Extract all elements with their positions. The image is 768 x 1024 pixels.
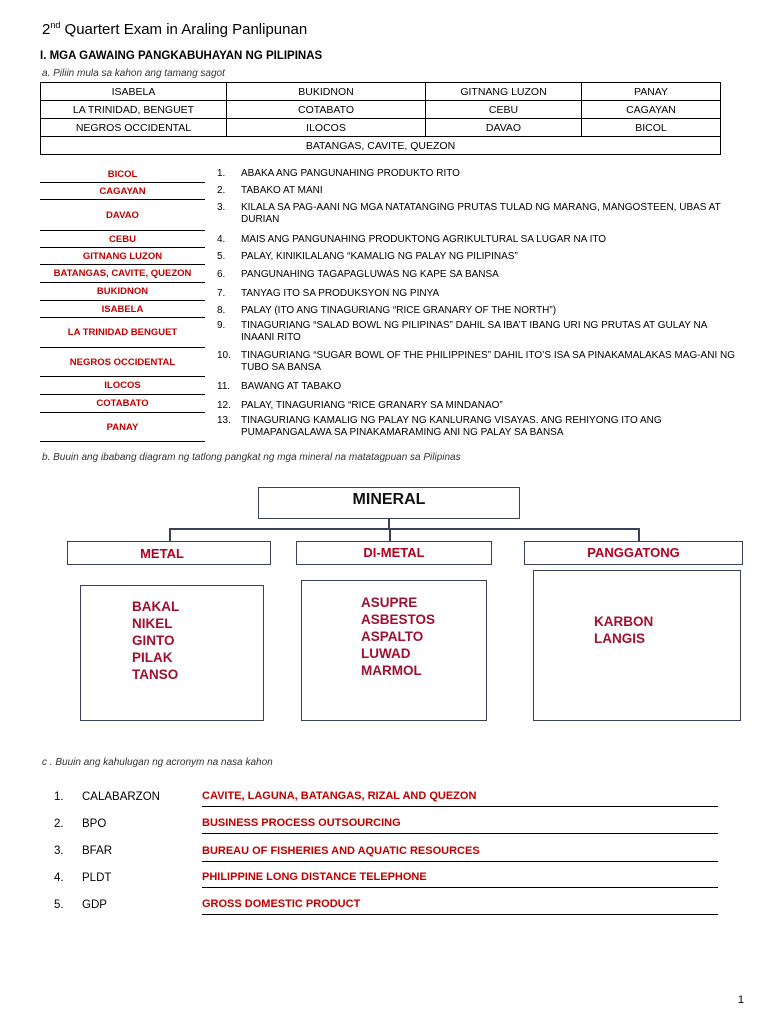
choice-cell: BATANGAS, CAVITE, QUEZON	[41, 137, 721, 155]
mineral-root-label: MINERAL	[352, 491, 426, 508]
choice-cell: PANAY	[582, 83, 721, 101]
answer-7: BUKIDNON	[40, 283, 205, 301]
answer-2: CAGAYAN	[40, 183, 205, 200]
choice-cell: GITNANG LUZON	[426, 83, 582, 101]
question-3: 3. KILALA SA PAG-AANI NG MGA NATATANGING PRUTAS TULAD NG MARANG, MANGOSTEEN, UBAS AT DURIAN	[217, 202, 721, 225]
question-2: 2. TABAKO AT MANI	[217, 185, 323, 196]
answer-3: DAVAO	[40, 200, 205, 231]
choice-cell: BUKIDNON	[227, 83, 426, 101]
dimetal-items-list	[361, 594, 435, 679]
section-heading: I. MGA GAWAING PANGKABUHAYAN NG PILIPINAS	[40, 50, 323, 62]
acronym-number: 4.	[54, 872, 64, 884]
answer-12: COTABATO	[40, 395, 205, 413]
metal-header-label: METAL	[140, 546, 184, 561]
answer-6: BATANGAS, CAVITE, QUEZON	[40, 265, 205, 283]
choice-cell: LA TRINIDAD, BENGUET	[41, 101, 227, 119]
list-item: ASUPRE	[361, 595, 418, 610]
list-item: GINTO	[132, 633, 175, 648]
list-item: LANGIS	[594, 631, 646, 646]
list-item: MARMOL	[361, 663, 422, 678]
choice-cell: NEGROS OCCIDENTAL	[41, 119, 227, 137]
choice-cell: ILOCOS	[227, 119, 426, 137]
answer-8: ISABELA	[40, 301, 205, 318]
question-5: 5. PALAY, KINIKILALANG “KAMALIG NG PALAY NG PILIPINAS”	[217, 251, 518, 262]
question-6: 6. PANGUNAHING TAGAPAGLUWAS NG KAPE SA BANSA	[217, 269, 499, 280]
dimetal-header-label: DI-METAL	[363, 545, 425, 560]
panggatong-items-list	[594, 613, 653, 647]
page-number: 1	[737, 994, 744, 1006]
acronym-term: PLDT	[82, 872, 112, 884]
list-item: NIKEL	[132, 616, 173, 631]
acronym-answer: PHILIPPINE LONG DISTANCE TELEPHONE	[202, 871, 718, 888]
list-item: ASPALTO	[361, 629, 424, 644]
choice-cell: DAVAO	[426, 119, 582, 137]
choice-cell: ISABELA	[41, 83, 227, 101]
question-10: 10. TINAGURIANG “SUGAR BOWL OF THE PHILIPPINES” DAHIL ITO’S ISA SA PINAKAMALAKAS MAG-ANI NG TUBO SA BANSA	[217, 350, 735, 373]
question-13: 13. TINAGURIANG KAMALIG NG PALAY NG KANLURANG VISAYAS. ANG REHIYONG ITO ANG PUMAPANGALAWA SA PINAKAMARAMING ANI NG PALAY SA BANSA	[217, 415, 662, 438]
acronym-answer: BUSINESS PROCESS OUTSOURCING	[202, 817, 718, 834]
table-row	[41, 101, 721, 119]
answer-13: PANAY	[40, 413, 205, 442]
answer-1: BICOL	[40, 166, 205, 183]
choice-cell: CEBU	[426, 101, 582, 119]
list-item: LUWAD	[361, 646, 411, 661]
instruction-b: b. Buuin ang ibabang diagram ng tatlong pangkat ng mga mineral na matatagpuan sa Pilipinas	[42, 452, 461, 463]
choice-cell: COTABATO	[227, 101, 426, 119]
question-8: 8. PALAY (ITO ANG TINAGURIANG “RICE GRANARY OF THE NORTH”)	[217, 305, 557, 316]
choices-table	[40, 82, 721, 155]
choice-cell: BICOL	[582, 119, 721, 137]
list-item: PILAK	[132, 650, 173, 665]
acronym-number: 1.	[54, 791, 64, 803]
acronym-number: 5.	[54, 899, 64, 911]
table-row	[41, 119, 721, 137]
list-item: TANSO	[132, 667, 179, 682]
list-item: ASBESTOS	[361, 612, 436, 627]
acronym-answer: GROSS DOMESTIC PRODUCT	[202, 898, 718, 915]
connector-line	[638, 528, 640, 541]
acronym-number: 2.	[54, 818, 64, 830]
table-row	[41, 137, 721, 155]
question-1: 1. ABAKA ANG PANGUNAHING PRODUKTO RITO	[217, 168, 460, 179]
question-7: 7. TANYAG ITO SA PRODUKSYON NG PINYA	[217, 288, 440, 299]
acronym-term: BPO	[82, 818, 107, 830]
answer-4: CEBU	[40, 231, 205, 248]
choice-cell: CAGAYAN	[582, 101, 721, 119]
acronym-term: CALABARZON	[82, 791, 160, 803]
acronym-term: BFAR	[82, 845, 113, 857]
answer-9: LA TRINIDAD BENGUET	[40, 318, 205, 348]
page-title: 2nd Quartert Exam in Araling Panlipunan	[42, 20, 308, 38]
acronym-answer: CAVITE, LAGUNA, BATANGAS, RIZAL AND QUEZON	[202, 790, 718, 807]
list-item: KARBON	[594, 614, 654, 629]
table-row	[41, 83, 721, 101]
metal-items-list	[132, 598, 179, 683]
answer-10: NEGROS OCCIDENTAL	[40, 348, 205, 377]
acronym-term: GDP	[82, 899, 107, 911]
question-9: 9. TINAGURIANG “SALAD BOWL NG PILIPINAS” DAHIL SA IBA’T IBANG URI NG PRUTAS AT GULAY NA INAANI RITO	[217, 320, 707, 343]
question-11: 11. BAWANG AT TABAKO	[217, 381, 342, 392]
question-4: 4. MAIS ANG PANGUNAHING PRODUKTONG AGRIKULTURAL SA LUGAR NA ITO	[217, 234, 607, 245]
acronym-answer: BUREAU OF FISHERIES AND AQUATIC RESOURCES	[202, 845, 718, 862]
connector-line	[389, 528, 391, 541]
panggatong-header-label: PANGGATONG	[587, 545, 680, 560]
instruction-c: c . Buuin ang kahulugan ng acronym na nasa kahon	[42, 757, 273, 768]
answer-5: GITNANG LUZON	[40, 248, 205, 265]
question-12: 12. PALAY, TINAGURIANG “RICE GRANARY SA MINDANAO”	[217, 400, 503, 411]
acronym-number: 3.	[54, 845, 64, 857]
answer-11: ILOCOS	[40, 377, 205, 395]
list-item: BAKAL	[132, 599, 180, 614]
connector-line	[169, 528, 640, 530]
connector-line	[169, 528, 171, 541]
instruction-a: a. Piliin mula sa kahon ang tamang sagot	[42, 68, 225, 79]
